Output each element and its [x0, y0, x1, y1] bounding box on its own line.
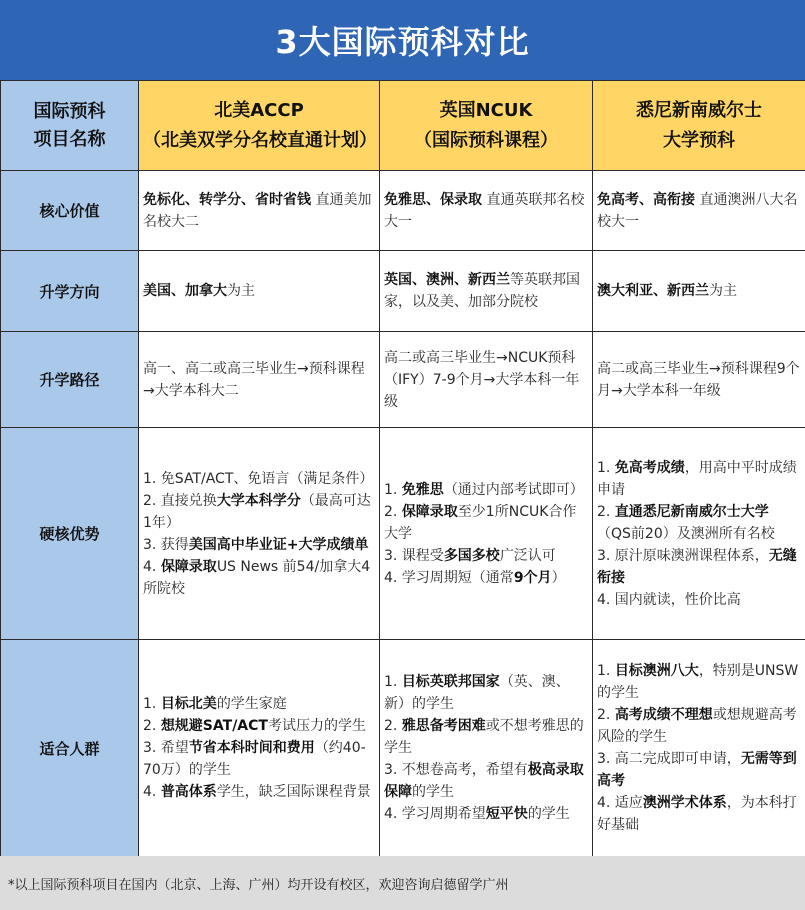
cell-highlight: 英国、澳洲、新西兰: [384, 272, 510, 288]
footer-note: *以上国际预科项目在国内（北京、上海、广州）均开设有校区，欢迎咨询启德留学广州: [0, 856, 805, 910]
item-text: （QS前20）及澳洲所有名校: [597, 525, 775, 542]
item-text: 的学生家庭: [216, 696, 287, 712]
list-item: [143, 715, 375, 737]
item-highlight: 直通悉尼新南威尔士大学: [614, 503, 769, 520]
page-title: 3大国际预科对比: [0, 0, 805, 80]
item-text: 或不想考雅思的学生: [384, 718, 584, 756]
item-highlight: 无缝衔接: [597, 547, 797, 586]
item-highlight: 目标北美: [160, 696, 217, 712]
column-header-accp: [139, 81, 380, 171]
item-text: ）: [551, 569, 566, 586]
list-item: [384, 567, 588, 589]
audience-unsw: [593, 640, 805, 857]
corner-header: [1, 81, 139, 171]
item-text: 3. 原汁原味澳洲课程体系，: [597, 547, 769, 564]
item-text: 4. 国内就读，性价比高: [597, 591, 741, 608]
item-text: 1.: [597, 459, 615, 476]
direction-unsw: [593, 251, 805, 332]
list-item: [143, 534, 375, 556]
item-highlight: 普高体系: [160, 784, 217, 800]
row-advantages: [1, 428, 805, 640]
item-text: 2.: [597, 503, 615, 520]
item-text: 3. 希望: [143, 740, 189, 756]
item-highlight: 保障录取: [160, 558, 217, 575]
item-text: 4. 适应: [597, 795, 643, 811]
item-text: 3. 高二完成即可申请，: [597, 751, 741, 767]
item-highlight: 免雅思: [401, 481, 444, 498]
list-item: [597, 501, 801, 545]
cell-text: 为主: [709, 283, 737, 299]
cell-text: 直通澳洲八大名校大一: [597, 191, 798, 230]
list-item: [143, 693, 375, 715]
row-label-path: 升学路径: [1, 332, 139, 428]
item-text: ，为本科打好基础: [597, 795, 797, 833]
item-text: 1.: [384, 674, 402, 690]
list-item: [597, 457, 801, 501]
row-label-direction: 升学方向: [1, 251, 139, 332]
list-item: [384, 671, 588, 715]
item-text: 2.: [384, 718, 402, 734]
item-highlight: 短平快: [485, 806, 528, 822]
item-highlight: 无需等到高考: [597, 751, 797, 789]
direction-accp: [139, 251, 380, 332]
item-highlight: 大学本科学分: [216, 492, 301, 509]
list-item: [384, 479, 588, 501]
column-header-line1: 北美ACCP: [214, 99, 304, 121]
item-highlight: 高考成绩不理想: [614, 707, 713, 723]
item-text: 3. 获得: [143, 536, 189, 553]
cell-highlight: 免高考、高衔接: [597, 191, 695, 208]
column-header-line2: 大学预科: [663, 129, 735, 151]
item-text: 1. 免SAT/ACT、免语言（满足条件）: [143, 470, 374, 487]
item-highlight: 雅思备考困难: [401, 718, 486, 734]
item-highlight: 目标英联邦国家: [401, 674, 500, 690]
column-header-line1: 悉尼新南威尔士: [636, 99, 762, 121]
item-text: （最高可达1年）: [143, 492, 371, 531]
column-header-ncuk: [380, 81, 593, 171]
corner-header-line1: 国际预科: [33, 100, 106, 122]
item-text: ，特别是UNSW的学生: [597, 663, 799, 701]
list-item: [384, 501, 588, 545]
item-text: 4. 学习周期希望: [384, 806, 486, 822]
cell-text: 等英联邦国家，以及美、加部分院校: [384, 272, 580, 310]
column-header-line2: （国际预科课程）: [414, 129, 558, 151]
column-header-line1: 英国NCUK: [439, 99, 533, 121]
advantages-unsw: [593, 428, 805, 640]
row-label-core-value: 核心价值: [1, 171, 139, 251]
list-item: [597, 545, 801, 589]
item-highlight: 保障录取: [401, 503, 458, 520]
audience-ncuk: [380, 640, 593, 857]
item-highlight: 多国多校: [443, 547, 500, 564]
list-item: [597, 792, 801, 836]
item-text: US News 前54/加拿大4所院校: [143, 558, 371, 597]
item-text: 2.: [384, 503, 402, 520]
cell-highlight: 免雅思、保录取: [384, 191, 482, 208]
list-item: [143, 781, 375, 803]
advantages-list: [597, 457, 801, 611]
advantages-accp: [139, 428, 380, 640]
audience-list: [597, 660, 801, 836]
item-text: 广泛认可: [499, 547, 556, 564]
item-highlight: 节省本科时间和费用: [188, 740, 315, 756]
direction-ncuk: [380, 251, 593, 332]
item-text: （通过内部考试即可）: [443, 481, 584, 498]
advantages-ncuk: [380, 428, 593, 640]
item-highlight: 极高录取保障: [384, 762, 584, 800]
item-text: 1.: [384, 481, 402, 498]
item-text: 2.: [597, 707, 615, 723]
row-path: [1, 332, 805, 428]
item-text: 1.: [143, 696, 161, 712]
core-value-ncuk: [380, 171, 593, 251]
item-text: 2. 直接兑换: [143, 492, 217, 509]
row-label-advantages: 硬核优势: [1, 428, 139, 640]
cell-text: 为主: [227, 283, 255, 299]
column-header-line2: （北美双学分名校直通计划）: [143, 129, 377, 151]
item-highlight: 澳洲学术体系: [642, 795, 727, 811]
list-item: [143, 556, 375, 600]
list-item: [597, 704, 801, 748]
item-text: 的学生: [412, 784, 454, 800]
path-accp: 高一、高二或高三毕业生→预科课程→大学本科大二: [139, 332, 380, 428]
row-audience: [1, 640, 805, 857]
cell-highlight: 澳大利亚、新西兰: [597, 283, 709, 299]
item-text: 4.: [143, 558, 161, 575]
item-highlight: 9个月: [513, 569, 552, 586]
path-ncuk: 高二或高三毕业生→NCUK预科（IFY）7-9个月→大学本科一年级: [380, 332, 593, 428]
core-value-accp: [139, 171, 380, 251]
list-item: [143, 468, 375, 490]
list-item: [597, 660, 801, 704]
item-highlight: 目标澳洲八大: [614, 663, 699, 679]
list-item: [384, 759, 588, 803]
item-text: ，用高中平时成绩申请: [597, 459, 797, 498]
path-unsw: 高二或高三毕业生→预科课程9个月→大学本科一年级: [593, 332, 805, 428]
item-highlight: 想规避SAT/ACT: [160, 718, 268, 734]
item-text: 4.: [143, 784, 161, 800]
item-highlight: 美国高中毕业证+大学成绩单: [188, 536, 369, 553]
item-text: 3. 课程受: [384, 547, 444, 564]
cell-text: 直通英联邦名校大一: [384, 191, 585, 230]
corner-header-line2: 项目名称: [33, 128, 106, 150]
list-item: [384, 715, 588, 759]
list-item: [597, 748, 801, 792]
row-direction: [1, 251, 805, 332]
audience-list: [384, 671, 588, 825]
item-text: 考试压力的学生: [267, 718, 366, 734]
comparison-table: [0, 80, 805, 857]
core-value-unsw: [593, 171, 805, 251]
item-highlight: 免高考成绩: [614, 459, 685, 476]
cell-text: 直通美加名校大二: [143, 191, 372, 230]
list-item: [597, 589, 801, 611]
cell-highlight: 免标化、转学分、省时省钱: [143, 191, 311, 208]
list-item: [384, 803, 588, 825]
item-text: 1.: [597, 663, 615, 679]
row-label-audience: 适合人群: [1, 640, 139, 857]
list-item: [384, 545, 588, 567]
header-row: [1, 81, 805, 171]
row-core-value: [1, 171, 805, 251]
item-text: 的学生: [527, 806, 570, 822]
item-text: （约40-70万）的学生: [143, 740, 366, 778]
item-text: 至少1所NCUK合作大学: [384, 503, 577, 542]
advantages-list: [143, 468, 375, 600]
item-text: 4. 学习周期短（通常: [384, 569, 514, 586]
item-text: 学生，缺乏国际课程背景: [216, 784, 371, 800]
advantages-list: [384, 479, 588, 589]
list-item: [143, 490, 375, 534]
audience-list: [143, 693, 375, 803]
item-text: （英、澳、新）的学生: [384, 674, 570, 712]
audience-accp: [139, 640, 380, 857]
list-item: [143, 737, 375, 781]
item-text: 3. 不想卷高考，希望有: [384, 762, 528, 778]
item-text: 或想规避高考风险的学生: [597, 707, 797, 745]
cell-highlight: 美国、加拿大: [143, 283, 227, 299]
item-text: 2.: [143, 718, 161, 734]
column-header-unsw: [593, 81, 805, 171]
